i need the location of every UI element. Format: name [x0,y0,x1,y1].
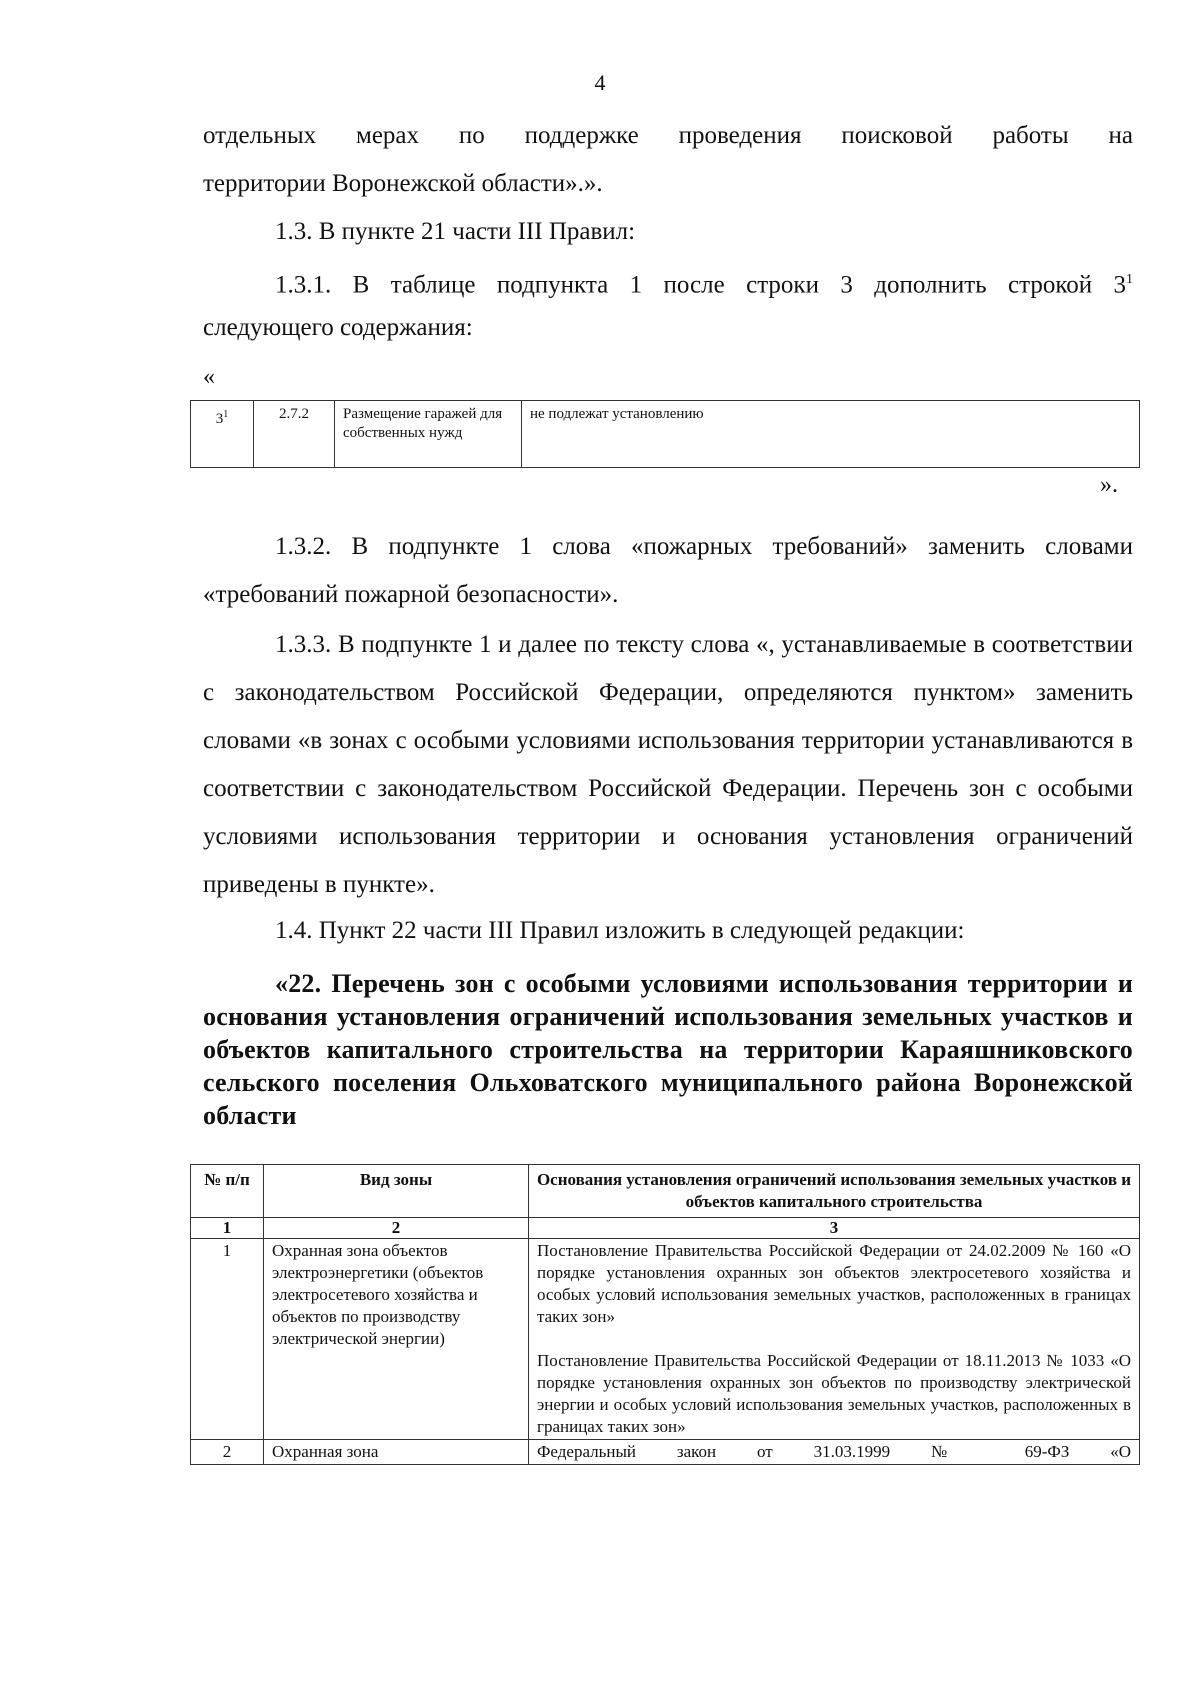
opening-quote: « [203,364,215,390]
row-zone: Охранная зона [264,1440,529,1465]
table-row [191,1440,1140,1465]
closing-quote: ». [1100,472,1118,498]
table-cell-num: $3^1$ [191,401,254,468]
section-heading: «22. Перечень зон с особыми условиями использования территории и основания установления ограничений использования земельных участков и объектов капитального строительства на территории Караяшниковского сельского поселения Ольховатского муниципального района Воронежской области [203,969,1133,1130]
paragraph-1-3-1-line1 [203,256,1133,309]
col-number: 2 [264,1218,529,1239]
header-num: № п/п [191,1165,264,1218]
basis-document: Постановление Правительства Российской Федерации от 18.11.2013 № 1033 «О порядке установления охранных зон объектов по производству электрической энергии и особых условий использования земельных участков, расположенных в границах таких зон» [537,1351,1131,1436]
row-num: 2 [191,1440,264,1465]
column-number-row [191,1218,1140,1239]
zones-table [190,1164,1140,1465]
table-cell-name: Размещение гаражей для собственных нужд [335,401,522,468]
insert-table [190,400,1140,468]
col-number: 1 [191,1218,264,1239]
paragraph-continuation-line2: территории Воронежской области».». [203,170,603,197]
row-basis: Федеральный закон от 31.03.1999 № 69-ФЗ «О [529,1440,1140,1465]
paragraph-1-3-1-line2: следующего содержания: [203,314,473,341]
row-zone: Охранная зона объектов электроэнергетики (объектов электросетевого хозяйства и объектов по производству электрической энергии) [264,1239,529,1440]
header-zone: Вид зоны [264,1165,529,1218]
table-row [191,1239,1140,1440]
page-number: 4 [594,70,606,95]
table-cell-code: 2.7.2 [254,401,335,468]
paragraph-continuation-line1: отдельных мерах по поддержке проведения поисковой работы на [203,122,1133,149]
table-header-row [191,1165,1140,1218]
basis-document: Постановление Правительства Российской Федерации от 24.02.2009 № 160 «О порядке установления охранных зон объектов электросетевого хозяйства и особых условий использования земельных участков, расположенных в границах таких зон» [537,1241,1131,1326]
paragraph-1-3-3: 1.3.3. В подпункте 1 и далее по тексту слова «, устанавливаемые в соответствии с законодательством Российской Федерации, определяются пунктом» заменить словами «в зонах с особыми условиями использования территории устанавливаются в соответствии с законодательством Российской Федерации. Перечень зон с особыми условиями использования территории и основания установления ограничений приведены в пункте». [203,631,1133,898]
header-basis: Основания установления ограничений использования земельных участков и объектов капитального строительства [529,1165,1140,1218]
paragraph-1-3-1-text: 1.3.1. В таблице подпункта 1 после строки 3 дополнить строкой 3 [275,271,1126,299]
row-num: 1 [191,1239,264,1440]
row-basis [529,1239,1140,1440]
table-row [191,401,1140,468]
paragraph-1-4: 1.4. Пункт 22 части III Правил изложить в следующей редакции: [275,917,965,944]
col-number: 3 [529,1218,1140,1239]
paragraph-1-3-2: 1.3.2. В подпункте 1 слова «пожарных требований» заменить словами «требований пожарной безопасности». [203,533,1133,608]
paragraph-1-3: 1.3. В пункте 21 части III Правил: [275,218,636,245]
superscript: 1 [1126,272,1133,287]
table-cell-value: не подлежат установлению [522,401,1140,468]
